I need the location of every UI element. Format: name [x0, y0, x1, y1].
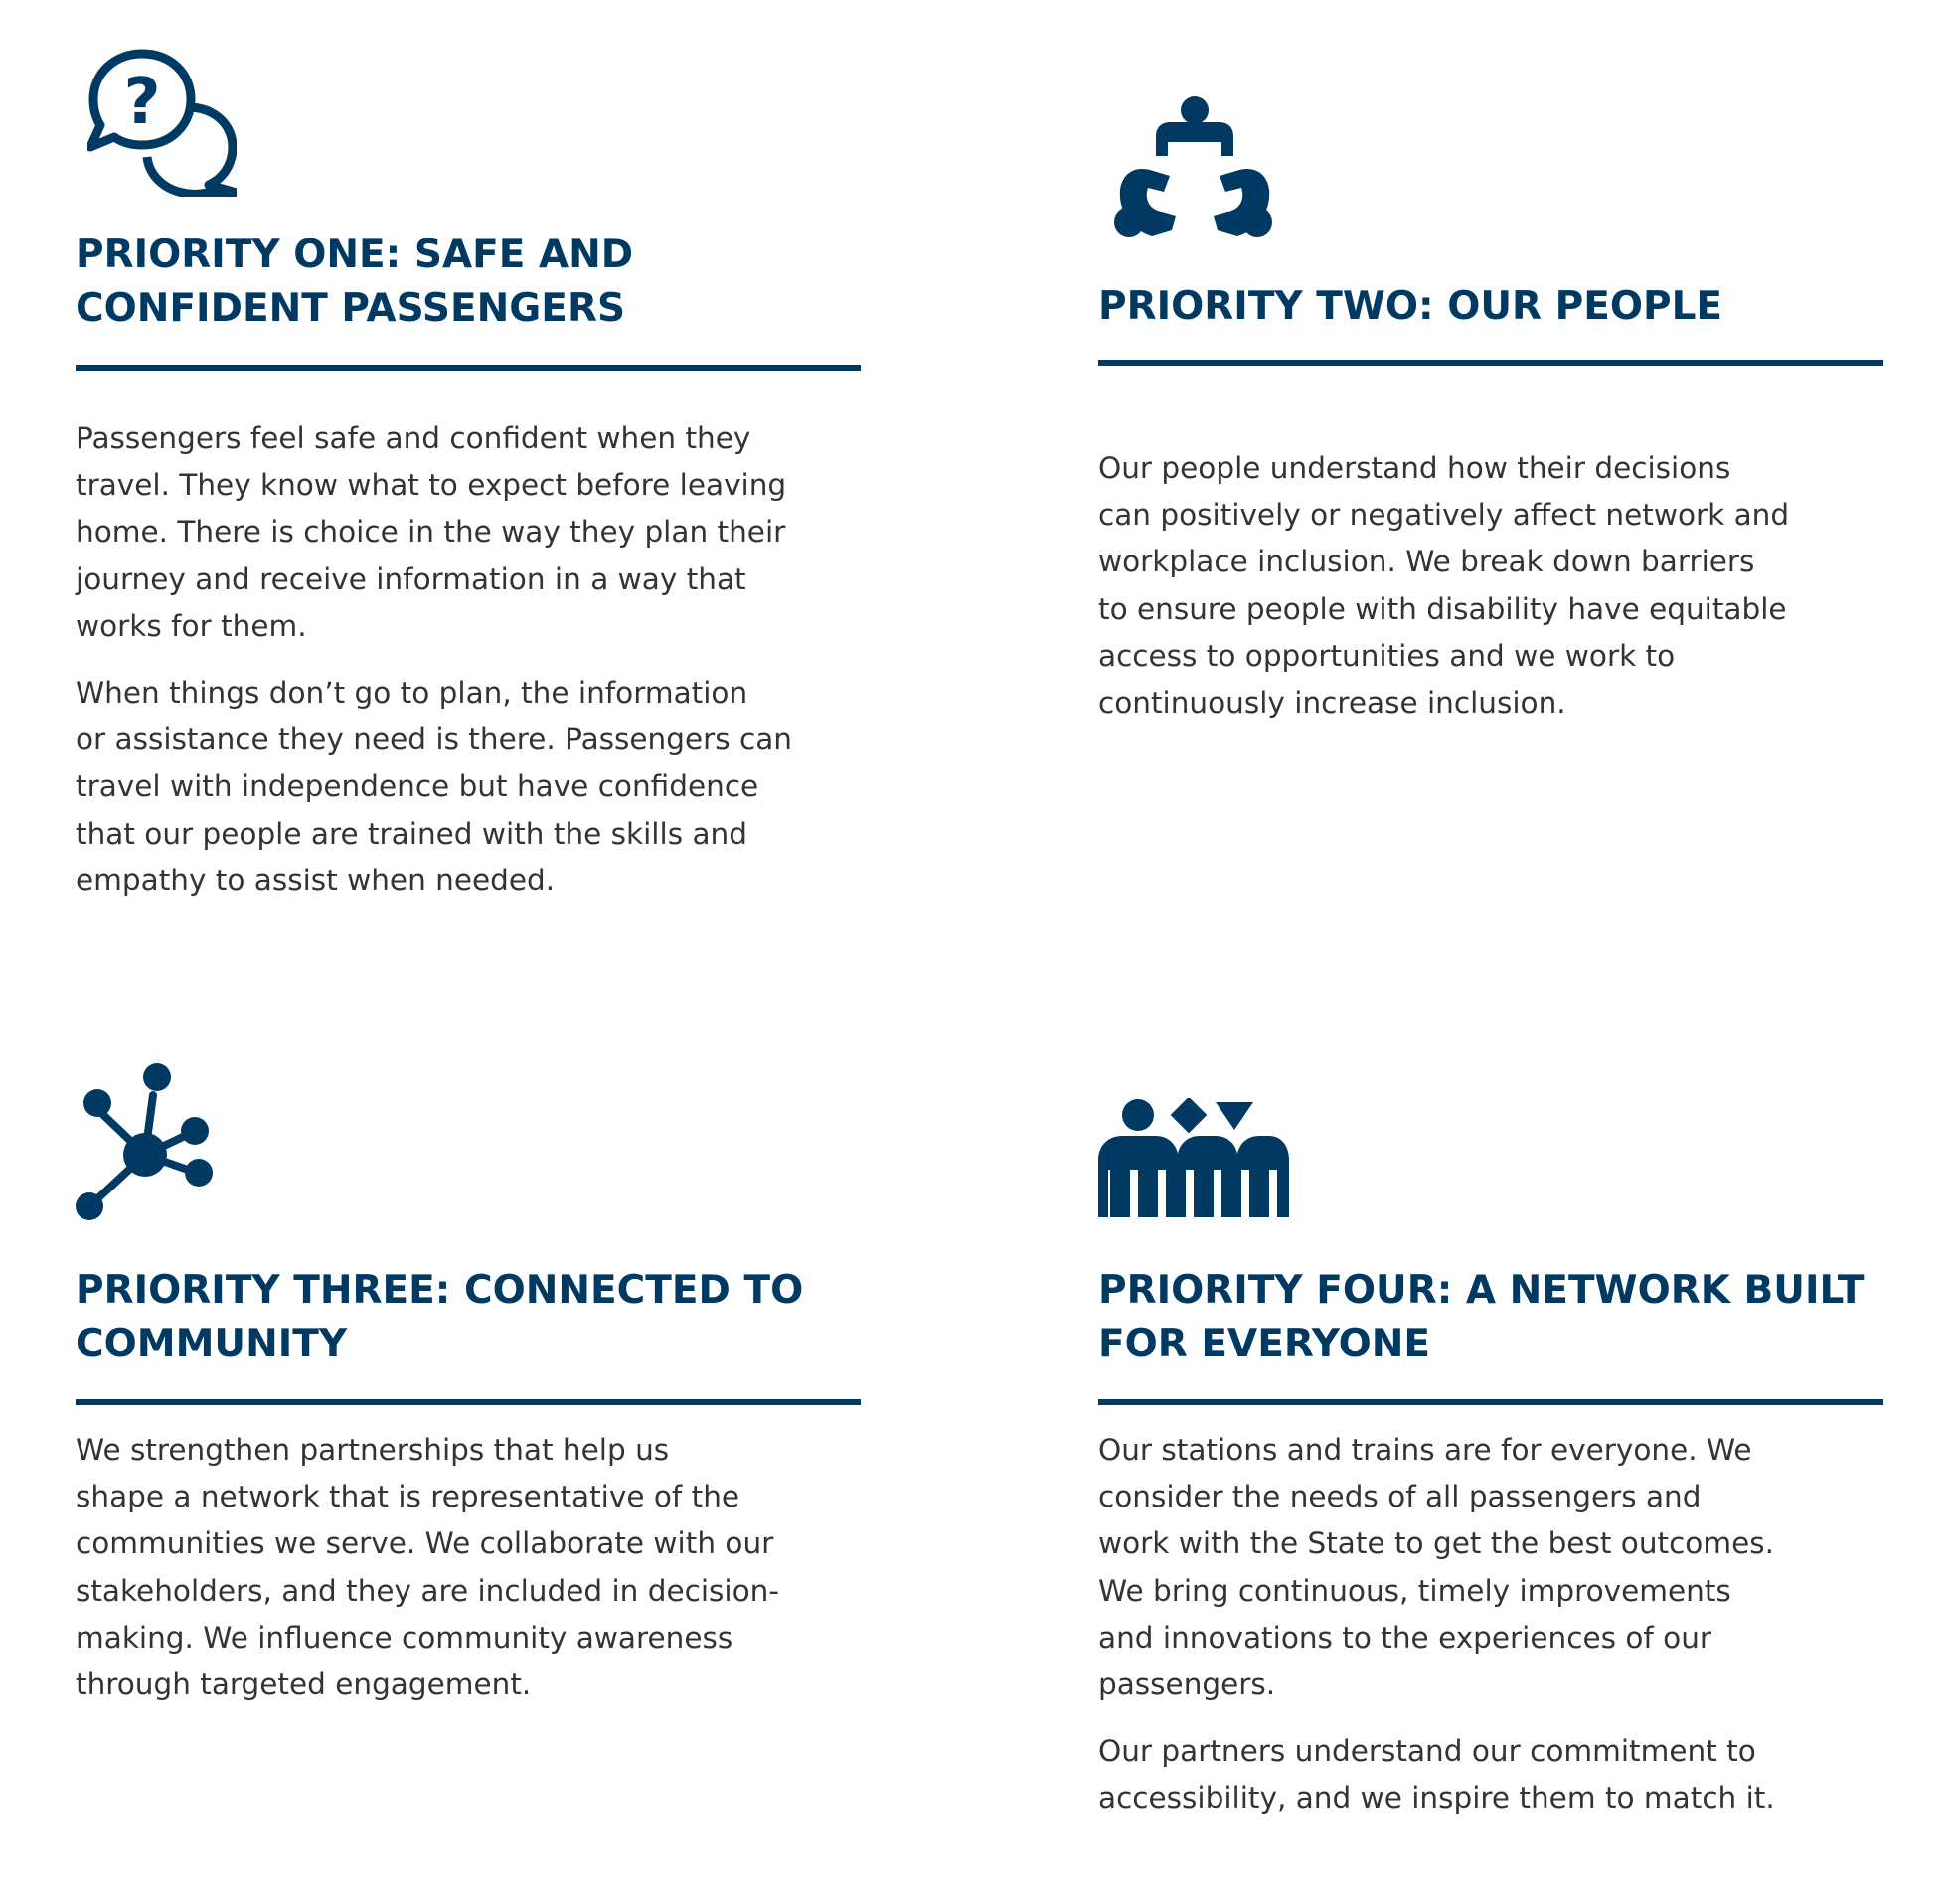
priority-one-divider	[76, 365, 861, 371]
priority-one-paragraph-2: When things don’t go to plan, the information or assistance they need is there. Passengers can travel with independence but have confidence that our people are trained with the skills and empathy to assist when needed.	[76, 676, 792, 897]
priority-four-paragraph-1: Our stations and trains are for everyone. We consider the needs of all passengers and work with the State to get the best outcomes. We bring continuous, timely improvements and innovations to the experiences of our passengers.	[1098, 1433, 1774, 1702]
priority-two-paragraph-1: Our people understand how their decisions can positively or negatively affect network and workplace inclusion. We break down barriers to ensure people with disability have equitable access to opportunities and we work to continuously increase inclusion.	[1098, 451, 1790, 720]
priority-four-paragraph-2: Our partners understand our commitment to accessibility, and we inspire them to match it.	[1098, 1734, 1775, 1816]
priority-two-title: PRIORITY TWO: OUR PEOPLE	[1098, 284, 1723, 329]
priority-two-body	[1098, 445, 1893, 746]
priority-three-body	[76, 1427, 871, 1728]
priority-four-title: PRIORITY FOUR: A NETWORK BUILT FOR EVERYONE	[1098, 1268, 1865, 1366]
priority-three-title: PRIORITY THREE: CONNECTED TO COMMUNITY	[76, 1268, 804, 1366]
priority-four-divider	[1098, 1399, 1883, 1405]
people-circle-icon	[1112, 94, 1276, 248]
priority-four-body	[1098, 1427, 1893, 1842]
priority-three-paragraph-1: We strengthen partnerships that help us shape a network that is representative of the communities we serve. We collaborate with our stakeholders, and they are included in decision- making. We influence community awareness through targeted engagement.	[76, 1433, 779, 1702]
priority-three-divider	[76, 1399, 861, 1405]
priority-two-divider	[1098, 360, 1883, 366]
priority-one-title: PRIORITY ONE: SAFE AND CONFIDENT PASSENGERS	[76, 233, 634, 331]
priority-one-body	[76, 415, 871, 924]
priority-one-paragraph-1: Passengers feel safe and confident when they travel. They know what to expect before leaving home. There is choice in the way they plan their journey and receive information in a way that works for them.	[76, 421, 787, 643]
network-nodes-icon	[72, 1061, 231, 1235]
svg-text:?: ?	[123, 66, 161, 139]
speech-bubbles-question-icon	[87, 48, 237, 197]
diverse-people-icon	[1098, 1098, 1289, 1217]
